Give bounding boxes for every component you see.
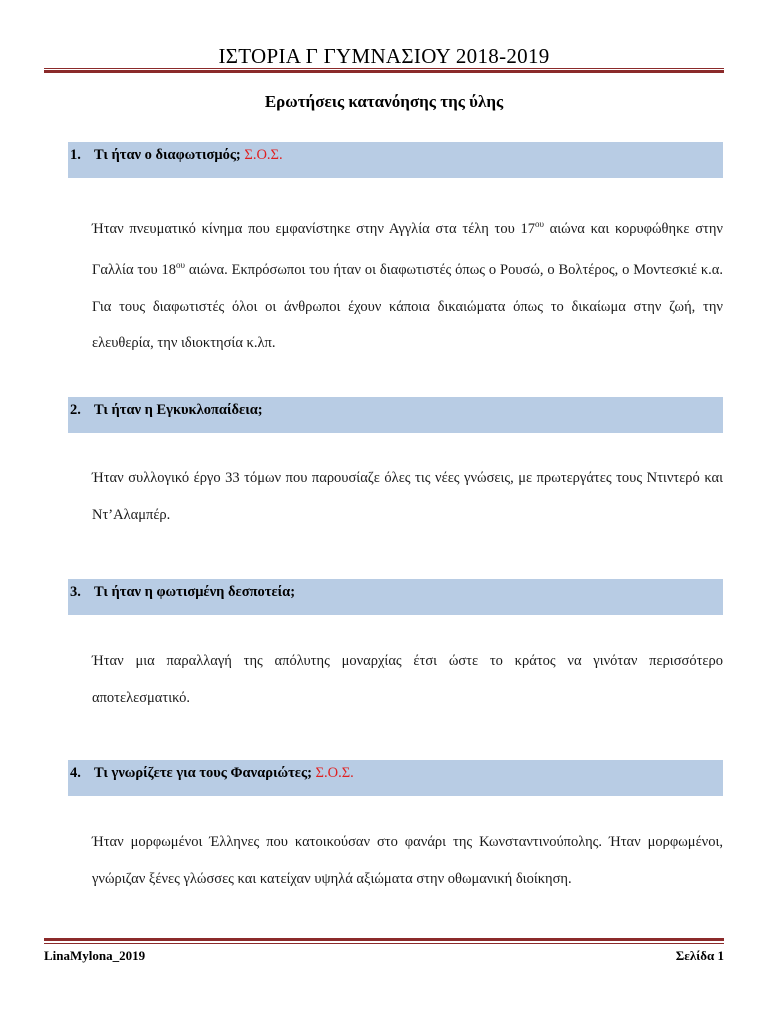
question-band: [68, 397, 723, 433]
footer-rule-thin: [44, 943, 724, 944]
sos-tag: Σ.Ο.Σ.: [244, 147, 283, 163]
header-rule-thin: [44, 68, 724, 69]
header-rule-thick: [44, 70, 724, 73]
footer-page-number: Σελίδα 1: [675, 948, 724, 963]
document-header-title: ΙΣΤΟΡΙΑ Γ ΓΥΜΝΑΣΙΟΥ 2018-2019: [218, 44, 550, 68]
answer-text: αιώνα. Εκπρόσωποι του ήταν οι διαφωτιστές όπως ο Ρουσώ, ο Βολτέρος, ο Μοντεσκιέ κ.α. Για τους διαφωτιστές όλοι οι άνθρωποι έχουν κάποια δικαιώματα όπως το δικαίωμα στην ζωή, την ελευθερία, την ιδιοκτησία κ.λπ.: [92, 262, 723, 352]
answer-paragraph: [92, 206, 723, 362]
question-number: 1.: [70, 147, 81, 163]
question-number: 2.: [70, 402, 81, 418]
question-heading: [70, 765, 354, 782]
question-text: Τι ήταν η Εγκυκλοπαίδεια;: [94, 402, 263, 418]
question-text: Τι ήταν η φωτισμένη δεσποτεία;: [94, 584, 296, 600]
ordinal-suffix: ου: [534, 219, 544, 229]
question-heading: [70, 402, 263, 419]
question-text: Τι γνωρίζετε για τους Φαναριώτες;: [94, 765, 312, 781]
question-band: [68, 579, 723, 615]
sos-tag: Σ.Ο.Σ.: [315, 765, 354, 781]
question-band: [68, 142, 723, 178]
footer-author: LinaMylona_2019: [44, 948, 146, 963]
question-number: 3.: [70, 584, 81, 600]
answer-paragraph: Ήταν συλλογικό έργο 33 τόμων που παρουσίαζε όλες τις νέες γνώσεις, με πρωτεργάτες τους Ντιντερό και Ντ’Αλαμπέρ.: [92, 470, 723, 523]
answer-paragraph: Ήταν μια παραλλαγή της απόλυτης μοναρχίας έτσι ώστε το κράτος να γινόταν περισσότερο αποτελεσματικό.: [92, 653, 723, 706]
document-subtitle: Ερωτήσεις κατανόησης της ύλης: [264, 92, 504, 111]
answer-text: αιώνα και κορυφώθηκε στην Γαλλία του 18: [92, 220, 723, 279]
question-band: [68, 760, 723, 796]
question-text: Τι ήταν ο διαφωτισμός;: [94, 147, 241, 163]
answer-paragraph: Ήταν μορφωμένοι Έλληνες που κατοικούσαν στο φανάρι της Κωνσταντινούπολης. Ήταν μορφωμένοι, γνώριζαν ξένες γλώσσες και κατείχαν υψηλά αξιώματα στην οθωμανική διοίκηση.: [92, 834, 723, 887]
answer-text: Ήταν πνευματικό κίνημα που εμφανίστηκε στην Αγγλία στα τέλη του 17: [92, 220, 535, 237]
question-heading: [70, 584, 295, 601]
question-heading: [70, 147, 283, 164]
question-number: 4.: [70, 765, 81, 781]
ordinal-suffix: ου: [176, 260, 186, 271]
footer-rule-thick: [44, 938, 724, 941]
